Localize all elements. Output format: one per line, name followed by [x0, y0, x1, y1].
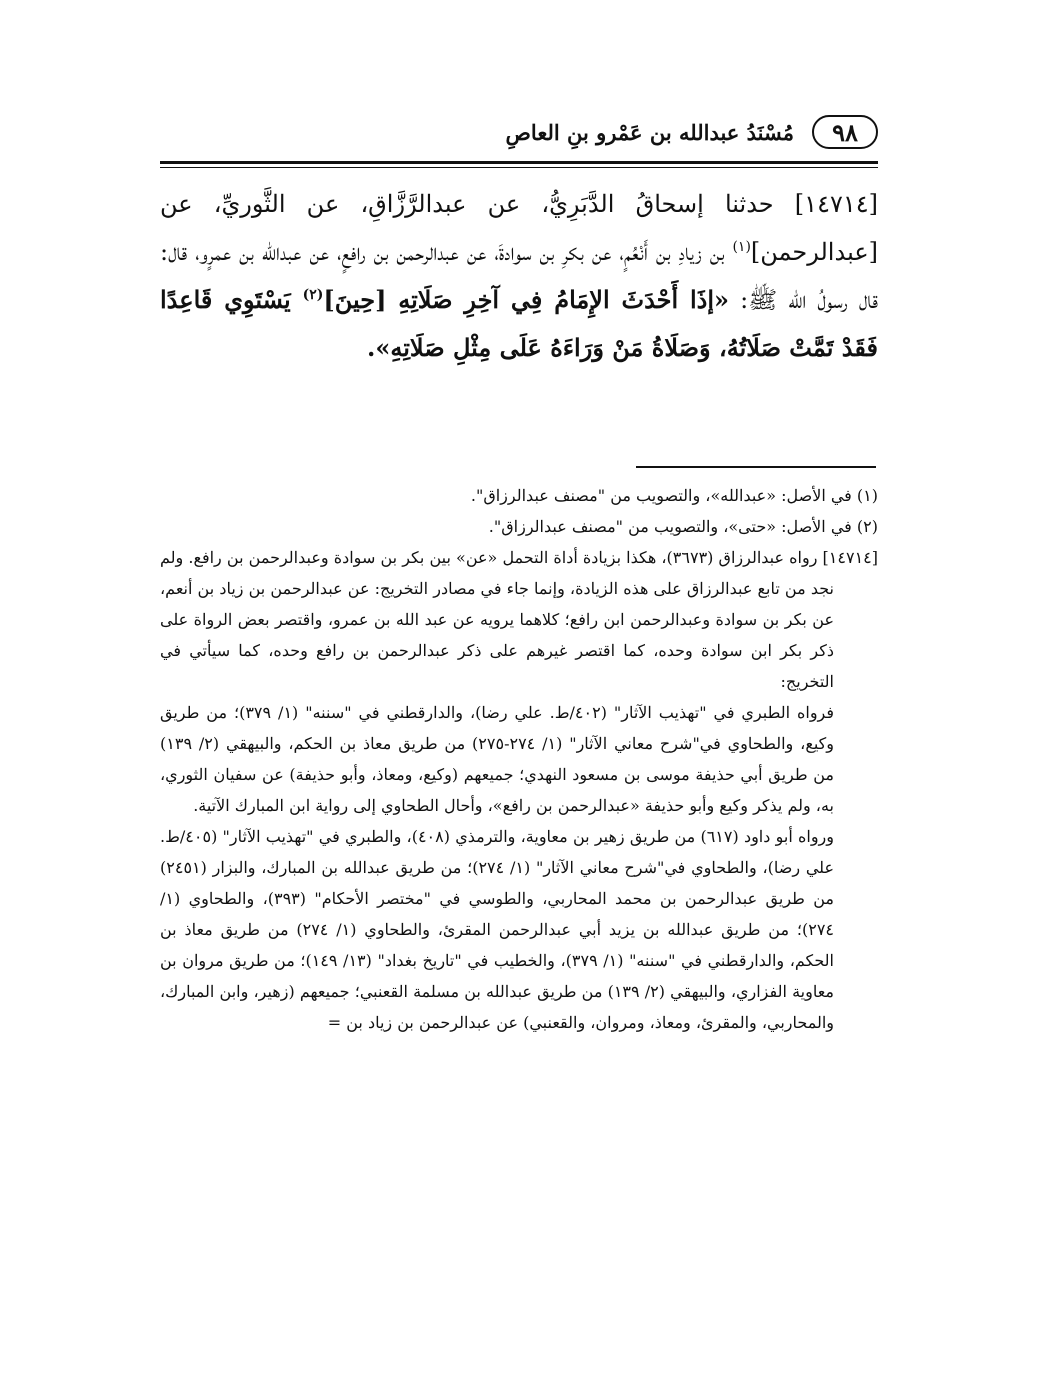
footnote-separator: [636, 466, 876, 468]
footnote-2: (٢) في الأصل: «حتى»، والتصويب من "مصنف عبدالرزاق".: [488, 517, 878, 536]
hadith-paragraph: [160, 180, 878, 372]
takhrij-paragraph-3: ورواه أبو داود (٦١٧) من طريق زهير بن معاوية، والترمذي (٤٠٨)، والطبري في "تهذيب الآثار" (٤٠٥/ط. علي رضا)، والطحاوي في"شرح معاني الآثار" (١/ ٢٧٤)؛ من طريق عبدالله بن المبارك، والبزار (٢٤٥١) من طريق عبدالرحمن بن محمد المحاربي، والطوسي في "مختصر الأحكام" (٣٩٣)، والطحاوي (١/ ٢٧٤)؛ من طريق عبدالله بن يزيد أبي عبدالرحمن المقرئ، والطحاوي (١/ ٢٧٤) من طريق معاذ بن الحكم، والدارقطني في "سننه" (١/ ٣٧٩)، والخطيب في "تاريخ بغداد" (١٣/ ١٤٩)؛ من طريق مروان بن معاوية الفزاري، والبيهقي (٢/ ١٣٩) من طريق عبدالله بن مسلمة القعنبي؛ جميعهم (زهير، وابن المبارك، والمحاربي، والمقرئ، ومعاذ، ومروان، والقعنبي) عن عبدالرحمن بن زياد بن =: [160, 827, 835, 1032]
page-header: [160, 108, 878, 156]
matn-part-2: يَسْتَوِي قَاعِدًا فَقَدْ تَمَّتْ صَلَاتُهُ، وَصَلَاةُ مَنْ وَرَاءَهُ عَلَى مِثْلِ صَلَاتِهِ».: [160, 285, 878, 362]
running-title: مُسْنَدُ عبدالله بن عَمْرو بنِ العاصِ: [505, 119, 794, 145]
isnad-continued: بن زيادِ بن أَنْعُمٍ، عن بكرِ بن سوادةَ، عن عبدالرحمن بن رافعٍ، عن عبدالله بن عمرٍو، قال: قال رسولُ الله ﷺ:: [160, 238, 878, 314]
header-rule-thick: [160, 161, 878, 164]
footnotes: [160, 480, 878, 1038]
header-rule-thin: [160, 167, 878, 168]
page-number: ٩٨: [812, 115, 878, 149]
hadith-text: [160, 180, 878, 372]
matn-part-1: «إذَا أَحْدَثَ الإِمَامُ فِي آخِرِ صَلَاتِهِ [حِينَ]: [323, 285, 730, 314]
takhrij-paragraph-2: فرواه الطبري في "تهذيب الآثار" (٤٠٢/ط. علي رضا)، والدارقطني في "سننه" (١/ ٣٧٩)؛ من طريق وكيع، والطحاوي في"شرح معاني الآثار" (١/ ٢٧٤-٢٧٥) من طريق معاذ بن الحكم، والبيهقي (٢/ ١٣٩) من طريق أبي حذيفة موسى بن مسعود النهدي؛ جميعهم (وكيع، ومعاذ، وأبو حذيفة) عن سفيان الثوري، به، ولم يذكر وكيع وأبو حذيفة «عبدالرحمن بن رافع»، وأحال الطحاوي إلى رواية ابن المبارك الآتية.: [160, 703, 835, 815]
isnad: [١٤٧١٤] حدثنا إسحاقُ الدَّبَرِيُّ، عن عبدالرَّزَّاقِ، عن الثَّوريِّ، عن [عبدالرحمن]: [160, 190, 878, 266]
footnote-ref-1: (١): [732, 239, 751, 255]
footnote-1: (١) في الأصل: «عبدالله»، والتصويب من "مصنف عبدالرزاق".: [470, 486, 878, 505]
takhrij-paragraph-1: [١٤٧١٤] رواه عبدالرزاق (٣٦٧٣)، هكذا بزيادة أداة التحمل «عن» بين بكر بن سوادة وعبدالرحمن بن رافع. ولم نجد من تابع عبدالرزاق على هذه الزيادة، وإنما جاء في مصادر التخريج: عن عبدالرحمن بن زياد بن أنعم، عن بكر بن سوادة وعبدالرحمن ابن رافع؛ كلاهما يرويه عن عبد الله بن عمرو، واقتصر بعض الرواة على ذكر بكر ابن سوادة وحده، كما اقتصر غيرهم على ذكر عبدالرحمن بن رافع وحده، كما سيأتي في التخريج:: [160, 548, 879, 691]
footnote-ref-2: (٢): [302, 287, 324, 303]
